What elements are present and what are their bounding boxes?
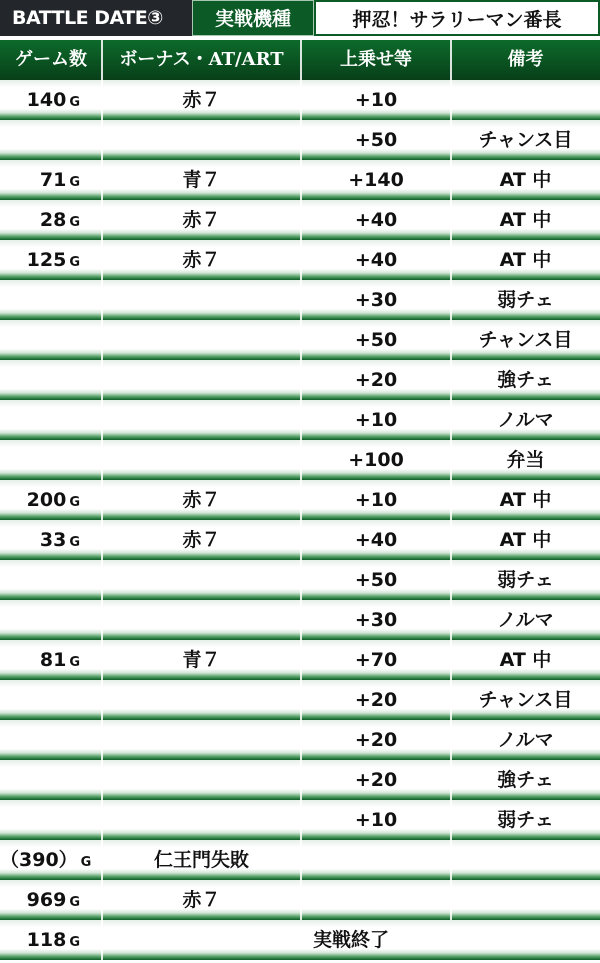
addition-cell: +20	[354, 769, 398, 791]
column-divider	[450, 400, 452, 440]
bonus-cell: 赤７	[182, 249, 221, 271]
addition-cell: +50	[354, 569, 398, 591]
column-divider	[101, 640, 103, 680]
games-cell	[0, 520, 102, 560]
addition-cell: +10	[354, 489, 398, 511]
games-value: （390）	[0, 849, 78, 871]
table-row	[0, 440, 600, 480]
games-unit: G	[69, 255, 80, 270]
bonus-cell	[102, 440, 301, 480]
header-games: ゲーム数	[15, 49, 87, 70]
addition-cell: +50	[354, 129, 398, 151]
column-divider	[101, 240, 103, 280]
column-divider	[101, 560, 103, 600]
note-cell	[451, 840, 600, 880]
column-divider	[450, 880, 452, 920]
bonus-cell	[102, 680, 301, 720]
note-cell: AT 中	[499, 169, 552, 191]
games-unit: G	[69, 535, 80, 550]
addition-cell: +30	[354, 609, 398, 631]
column-divider	[450, 560, 452, 600]
games-cell	[0, 800, 102, 840]
table-row	[0, 760, 600, 800]
column-divider	[101, 360, 103, 400]
column-divider	[300, 440, 302, 480]
column-divider	[300, 520, 302, 560]
games-cell	[0, 560, 102, 600]
column-divider	[300, 40, 302, 80]
column-divider	[450, 240, 452, 280]
table-row	[0, 520, 600, 560]
games-unit: G	[69, 95, 80, 110]
addition-cell: +10	[354, 809, 398, 831]
bonus-cell: 赤７	[182, 889, 221, 911]
note-cell: チャンス目	[478, 689, 573, 711]
games-cell	[0, 280, 102, 320]
games-value: 969	[26, 889, 67, 911]
addition-cell: +20	[354, 729, 398, 751]
column-divider	[450, 680, 452, 720]
addition-cell: +100	[348, 449, 404, 471]
column-divider	[101, 160, 103, 200]
games-cell	[0, 240, 102, 280]
table-row	[0, 920, 600, 960]
games-cell	[0, 360, 102, 400]
bonus-cell: 赤７	[182, 89, 221, 111]
addition-cell	[301, 840, 451, 880]
table-row	[0, 880, 600, 920]
bonus-cell: 青７	[182, 169, 221, 191]
table-row	[0, 160, 600, 200]
column-divider	[101, 520, 103, 560]
bonus-cell: 仁王門失敗	[153, 849, 249, 871]
addition-cell: +40	[354, 209, 398, 231]
games-unit: G	[69, 495, 80, 510]
addition-cell: +20	[354, 689, 398, 711]
column-divider	[300, 840, 302, 880]
bonus-cell	[102, 280, 301, 320]
games-cell	[0, 80, 102, 120]
bonus-cell	[102, 320, 301, 360]
column-divider	[300, 320, 302, 360]
games-cell	[0, 320, 102, 360]
column-divider	[101, 40, 103, 80]
table-row	[0, 680, 600, 720]
bonus-cell	[102, 720, 301, 760]
note-cell: 弁当	[506, 449, 545, 471]
games-cell	[0, 600, 102, 640]
column-divider	[300, 640, 302, 680]
games-cell	[0, 400, 102, 440]
note-cell	[451, 80, 600, 120]
bonus-cell: 青７	[182, 649, 221, 671]
table-body	[0, 80, 600, 960]
battle-data-table	[0, 40, 600, 960]
note-cell: チャンス目	[478, 329, 573, 351]
table-row	[0, 840, 600, 880]
column-divider	[300, 120, 302, 160]
table-row	[0, 480, 600, 520]
column-divider	[300, 880, 302, 920]
games-cell	[0, 200, 102, 240]
addition-cell	[301, 880, 451, 920]
games-cell	[0, 640, 102, 680]
games-cell	[0, 880, 102, 920]
addition-cell: +40	[354, 249, 398, 271]
note-cell: 弱チェ	[497, 289, 554, 311]
column-divider	[101, 760, 103, 800]
column-divider	[101, 280, 103, 320]
column-divider	[450, 80, 452, 120]
column-divider	[300, 600, 302, 640]
machine-label: 実戦機種	[192, 0, 314, 36]
column-divider	[101, 440, 103, 480]
column-divider	[300, 560, 302, 600]
column-divider	[300, 240, 302, 280]
table-row	[0, 600, 600, 640]
table-row	[0, 360, 600, 400]
column-divider	[300, 400, 302, 440]
note-cell	[451, 880, 600, 920]
column-divider	[450, 440, 452, 480]
column-divider	[300, 720, 302, 760]
table-row	[0, 200, 600, 240]
column-divider	[101, 680, 103, 720]
bonus-cell	[102, 400, 301, 440]
games-value: 28	[39, 209, 67, 231]
addition-cell: +20	[354, 369, 398, 391]
games-cell	[0, 120, 102, 160]
table-row	[0, 320, 600, 360]
note-cell: AT 中	[499, 649, 552, 671]
note-cell: 弱チェ	[497, 809, 554, 831]
bonus-cell	[102, 760, 301, 800]
column-divider	[300, 200, 302, 240]
note-cell: ノルマ	[497, 729, 554, 751]
header-notes: 備考	[507, 49, 544, 70]
games-value: 71	[39, 169, 67, 191]
addition-cell: +10	[354, 89, 398, 111]
games-unit: G	[69, 655, 80, 670]
column-divider	[450, 160, 452, 200]
battle-date-title: BATTLE DATE③	[0, 0, 192, 36]
column-divider	[101, 600, 103, 640]
column-divider	[300, 160, 302, 200]
column-divider	[101, 400, 103, 440]
bonus-cell	[102, 600, 301, 640]
note-cell: 弱チェ	[497, 569, 554, 591]
column-divider	[450, 480, 452, 520]
addition-cell: +70	[354, 649, 398, 671]
column-divider	[450, 760, 452, 800]
games-cell	[0, 160, 102, 200]
column-divider	[300, 480, 302, 520]
games-value: 125	[26, 249, 67, 271]
games-unit: G	[80, 855, 92, 870]
note-cell: ノルマ	[497, 409, 554, 431]
games-value: 118	[26, 929, 67, 951]
games-cell	[0, 480, 102, 520]
column-divider	[101, 320, 103, 360]
column-divider	[101, 920, 103, 960]
games-unit: G	[69, 895, 80, 910]
column-divider	[300, 800, 302, 840]
games-cell	[0, 760, 102, 800]
games-unit: G	[69, 175, 80, 190]
column-divider	[450, 720, 452, 760]
addition-cell: +50	[354, 329, 398, 351]
column-divider	[450, 280, 452, 320]
column-divider	[300, 280, 302, 320]
note-cell: ノルマ	[497, 609, 554, 631]
column-divider	[101, 200, 103, 240]
games-cell	[0, 720, 102, 760]
games-value: 81	[39, 649, 67, 671]
column-divider	[450, 200, 452, 240]
column-divider	[300, 80, 302, 120]
column-divider	[450, 40, 452, 80]
machine-name: 押忍！サラリーマン番長	[314, 0, 600, 36]
header-addition: 上乗せ等	[340, 49, 412, 70]
column-divider	[300, 360, 302, 400]
note-cell: AT 中	[499, 529, 552, 551]
note-cell: 強チェ	[497, 369, 554, 391]
table-row	[0, 560, 600, 600]
column-divider	[101, 720, 103, 760]
table-row	[0, 720, 600, 760]
note-cell: チャンス目	[478, 129, 573, 151]
column-divider	[101, 840, 103, 880]
note-cell: AT 中	[499, 249, 552, 271]
games-cell	[0, 440, 102, 480]
column-divider	[101, 800, 103, 840]
addition-cell: +30	[354, 289, 398, 311]
table-row	[0, 280, 600, 320]
games-value: 140	[26, 89, 67, 111]
column-divider	[450, 120, 452, 160]
note-cell: AT 中	[499, 489, 552, 511]
column-divider	[450, 640, 452, 680]
column-divider	[101, 120, 103, 160]
games-cell	[0, 840, 102, 880]
column-divider	[450, 840, 452, 880]
addition-cell: +10	[354, 409, 398, 431]
bonus-cell: 赤７	[182, 529, 221, 551]
note-cell: AT 中	[499, 209, 552, 231]
table-row	[0, 400, 600, 440]
column-divider	[450, 520, 452, 560]
table-header	[0, 40, 600, 80]
games-value: 200	[26, 489, 67, 511]
column-divider	[101, 480, 103, 520]
column-divider	[101, 880, 103, 920]
column-divider	[450, 600, 452, 640]
bonus-cell: 赤７	[182, 489, 221, 511]
top-bar	[0, 0, 600, 38]
games-cell	[0, 680, 102, 720]
table-row	[0, 80, 600, 120]
header-bonus: ボーナス・AT/ART	[119, 49, 284, 70]
bonus-cell	[102, 120, 301, 160]
addition-cell: +140	[348, 169, 404, 191]
table-row	[0, 120, 600, 160]
table-row	[0, 800, 600, 840]
column-divider	[300, 760, 302, 800]
games-cell	[0, 920, 102, 960]
table-row	[0, 240, 600, 280]
bonus-cell	[102, 800, 301, 840]
games-unit: G	[69, 935, 80, 950]
games-unit: G	[69, 215, 80, 230]
note-cell: 強チェ	[497, 769, 554, 791]
column-divider	[450, 800, 452, 840]
bonus-cell	[102, 360, 301, 400]
column-divider	[300, 680, 302, 720]
games-value: 33	[39, 529, 67, 551]
column-divider	[450, 360, 452, 400]
end-note-cell: 実戦終了	[312, 929, 389, 951]
column-divider	[101, 80, 103, 120]
column-divider	[450, 320, 452, 360]
table-row	[0, 640, 600, 680]
bonus-cell: 赤７	[182, 209, 221, 231]
addition-cell: +40	[354, 529, 398, 551]
bonus-cell	[102, 560, 301, 600]
